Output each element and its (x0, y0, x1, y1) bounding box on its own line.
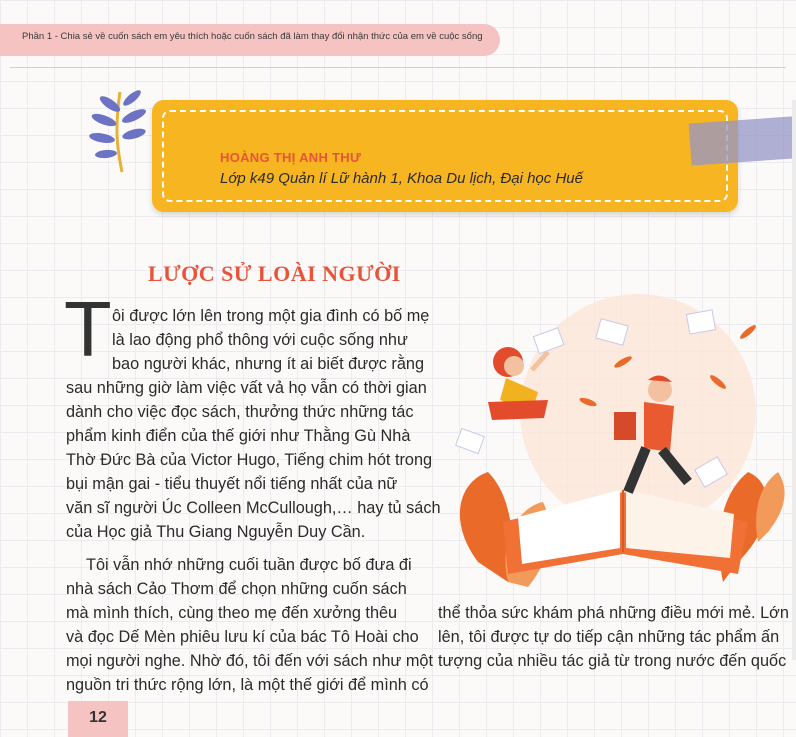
body-line: Thờ Đức Bà của Victor Hugo, Tiếng chim hót trong (66, 451, 433, 469)
body-line: sau những giờ làm việc vất vả họ vẫn có thời gian (66, 379, 427, 397)
page-edge (792, 100, 796, 660)
body-line: mọi người nghe. Nhờ đó, tôi đến với sách như một (66, 652, 433, 670)
body-line: dành cho việc đọc sách, thưởng thức những tác (66, 403, 414, 421)
body-line: thể thỏa sức khám phá những điều mới mẻ. Lớn (438, 604, 789, 622)
reading-people-illustration (448, 292, 788, 592)
author-name: HOÀNG THỊ ANH THƯ (220, 150, 362, 165)
body-line: nguồn tri thức rộng lớn, là một thế giới để mình có (66, 676, 429, 694)
body-line: văn sĩ người Úc Colleen McCullough,… hay tủ sách (66, 499, 441, 517)
section-header: Phần 1 - Chia sẻ về cuốn sách em yêu thích hoặc cuốn sách đã làm thay đổi nhận thức của em về cuộc sống (22, 31, 483, 42)
leaf-branch-icon (84, 88, 154, 174)
body-line: phẩm kinh điển của thế giới như Thằng Gù Nhà (66, 427, 411, 445)
body-line: của Học giả Thu Giang Nguyễn Duy Cần. (66, 523, 366, 541)
body-line: ôi được lớn lên trong một gia đình có bố mẹ (112, 307, 430, 325)
body-line: bụi mận gai - tiểu thuyết nổi tiếng nhất của nữ (66, 475, 398, 493)
body-line: lên, tôi được tự do tiếp cận những tác phẩm ấn (438, 628, 780, 646)
drop-cap: T (64, 285, 112, 373)
body-line: bao người khác, nhưng ít ai biết được rằng (112, 355, 425, 373)
page-number: 12 (89, 709, 107, 726)
header-divider (10, 67, 786, 68)
body-line: là lao động phổ thông với cuộc sống như (112, 331, 408, 349)
body-line: và đọc Dế Mèn phiêu lưu kí của bác Tô Hoài cho (66, 628, 419, 646)
body-line: tượng của nhiều tác giả từ trong nước đến quốc (438, 652, 787, 670)
body-line: Tôi vẫn nhớ những cuối tuần được bố đưa đi (86, 556, 412, 574)
body-line: nhà sách Cảo Thơm để chọn những cuốn sách (66, 580, 407, 598)
author-affiliation: Lớp k49 Quản lí Lữ hành 1, Khoa Du lịch, Đại học Huế (220, 170, 583, 187)
article-title: LƯỢC SỬ LOÀI NGƯỜI (148, 261, 401, 286)
tape-decoration (689, 116, 796, 165)
body-line: mà mình thích, cùng theo mẹ đến xưởng thêu (66, 604, 398, 622)
